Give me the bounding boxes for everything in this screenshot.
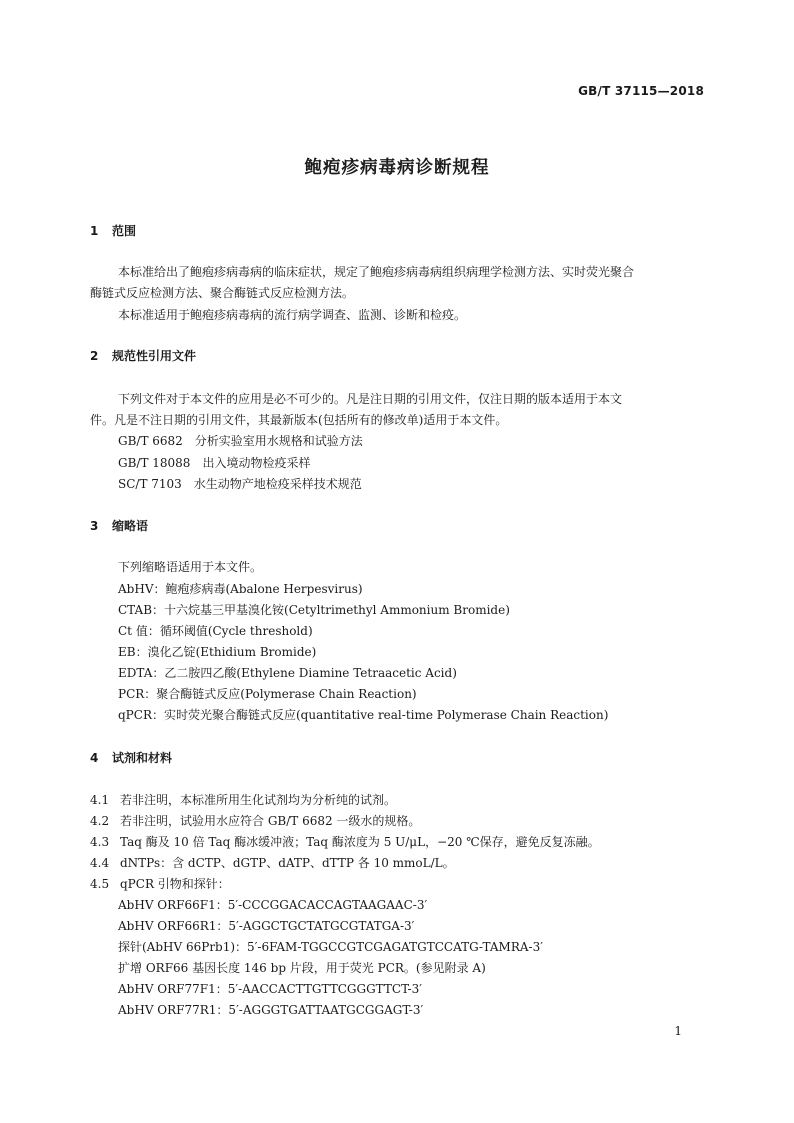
- clause-item: [90, 812, 420, 829]
- abbreviation-line: EDTA：乙二胺四乙酸(Ethylene Diamine Tetraacetic Acid): [118, 666, 457, 680]
- primer-line: AbHV ORF77F1：5′-AACCACTTGTTCGGGTTCT-3′: [118, 982, 422, 996]
- abbreviation-line: Ct 值：循环阈值(Cycle threshold): [118, 624, 313, 638]
- abbreviation-line: PCR：聚合酶链式反应(Polymerase Chain Reaction): [118, 687, 417, 701]
- clause-item: [90, 875, 230, 892]
- clause-number: 4.2: [90, 814, 110, 828]
- abbreviation-line: 下列缩略语适用于本文件。: [118, 560, 263, 574]
- primer-line: AbHV ORF66R1：5′-AGGCTGCTATGCGTATGA-3′: [118, 919, 415, 933]
- clause-item: [90, 791, 396, 808]
- section-number: 4: [90, 751, 99, 765]
- page-number: 1: [674, 1024, 682, 1038]
- paragraph-line: 酶链式反应检测方法、聚合酶链式反应检测方法。: [90, 286, 355, 300]
- clause-item: [90, 854, 455, 871]
- clause-text: dNTPs：含 dCTP、dGTP、dATP、dTTP 各 10 mmoL/L。: [120, 856, 455, 870]
- section-title: 试剂和材料: [112, 751, 173, 765]
- section-number: 3: [90, 519, 99, 533]
- document-title: 鲍疱疹病毒病诊断规程: [304, 158, 490, 178]
- paragraph-line: 件。凡是不注日期的引用文件，其最新版本(包括所有的修改单)适用于本文件。: [90, 413, 508, 427]
- section-4-heading: [90, 749, 172, 766]
- reference-item: SC/T 7103 水生动物产地检疫采样技术规范: [118, 477, 362, 491]
- section-number: 2: [90, 349, 99, 363]
- paragraph-line: 本标准给出了鲍疱疹病毒病的临床症状，规定了鲍疱疹病毒病组织病理学检测方法、实时荧光聚合: [118, 265, 635, 279]
- paragraph-line: 本标准适用于鲍疱疹病毒病的流行病学调查、监测、诊断和检疫。: [118, 308, 467, 322]
- clause-text: 若非注明，本标准所用生化试剂均为分析纯的试剂。: [120, 793, 397, 807]
- clause-text: 若非注明，试验用水应符合 GB/T 6682 一级水的规格。: [120, 814, 421, 828]
- clause-text: Taq 酶及 10 倍 Taq 酶冰缓冲液；Taq 酶浓度为 5 U/μL，−20 ℃保存，避免反复冻融。: [120, 835, 600, 849]
- reference-item: GB/T 18088 出入境动物检疫采样: [118, 456, 311, 470]
- primer-line: 扩增 ORF66 基因长度 146 bp 片段，用于荧光 PCR。(参见附录 A): [118, 961, 486, 975]
- clause-item: [90, 833, 600, 850]
- reference-item: GB/T 6682 分析实验室用水规格和试验方法: [118, 434, 363, 448]
- section-3-heading: [90, 517, 148, 534]
- primer-line: AbHV ORF66F1：5′-CCCGGACACCAGTAAGAAC-3′: [118, 898, 428, 912]
- clause-text: qPCR 引物和探针：: [120, 877, 230, 891]
- standard-code: GB/T 37115—2018: [578, 84, 704, 98]
- section-title: 规范性引用文件: [112, 349, 197, 363]
- clause-number: 4.5: [90, 877, 110, 891]
- primer-line: 探针(AbHV 66Prb1)：5′-6FAM-TGGCCGTCGAGATGTCCATG-TAMRA-3′: [118, 940, 543, 954]
- section-number: 1: [90, 224, 99, 238]
- section-1-heading: [90, 222, 136, 239]
- abbreviation-line: AbHV：鲍疱疹病毒(Abalone Herpesvirus): [118, 582, 363, 596]
- clause-number: 4.3: [90, 835, 110, 849]
- abbreviation-line: CTAB：十六烷基三甲基溴化铵(Cetyltrimethyl Ammonium Bromide): [118, 603, 510, 617]
- abbreviation-line: EB：溴化乙锭(Ethidium Bromide): [118, 645, 317, 659]
- clause-number: 4.1: [90, 793, 110, 807]
- clause-number: 4.4: [90, 856, 110, 870]
- section-title: 范围: [112, 224, 137, 238]
- section-title: 缩略语: [112, 519, 149, 533]
- primer-line: AbHV ORF77R1：5′-AGGGTGATTAATGCGGAGT-3′: [118, 1003, 424, 1017]
- abbreviation-line: qPCR：实时荧光聚合酶链式反应(quantitative real-time Polymerase Chain Reaction): [118, 708, 609, 722]
- section-2-heading: [90, 347, 196, 364]
- paragraph-line: 下列文件对于本文件的应用是必不可少的。凡是注日期的引用文件，仅注日期的版本适用于本文: [118, 392, 623, 406]
